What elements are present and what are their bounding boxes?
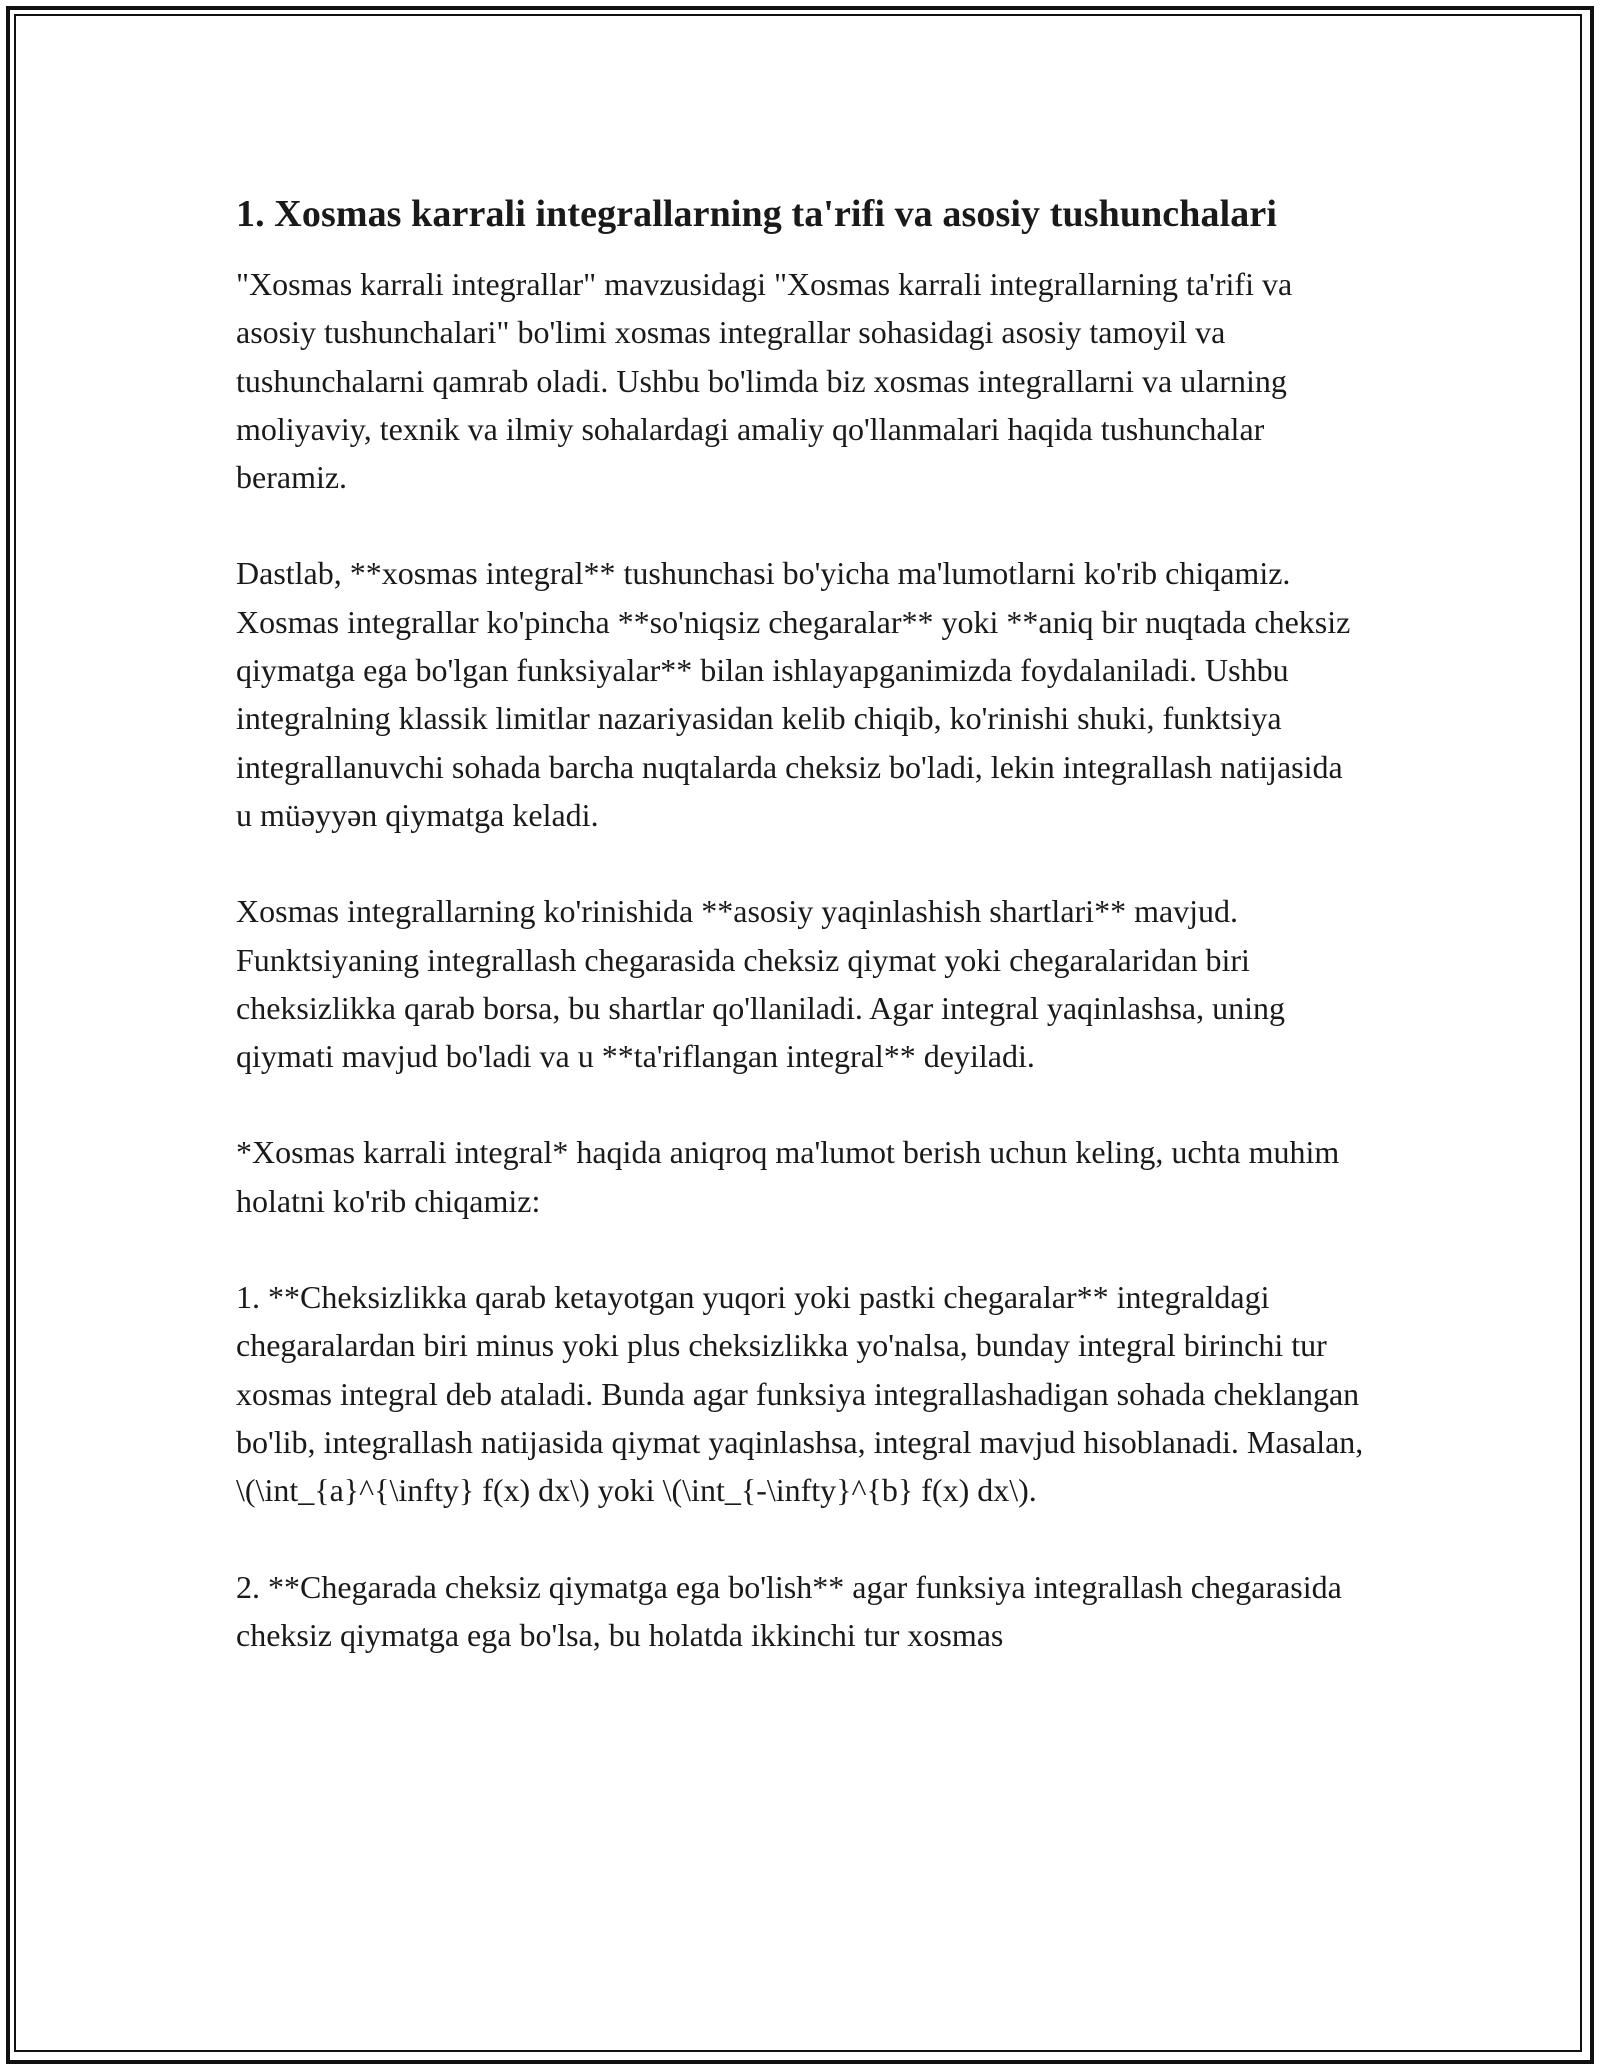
paragraph-intro: "Xosmas karrali integrallar" mavzusidagi "Xosmas karrali integrallarning ta'rifi va asosiy tushunchalari" bo'limi xosmas integrallar sohasidagi asosiy tamoyil va tushunchalarni qamrab oladi. Ushbu bo'limda biz xosmas integrallarni va ularning moliyaviy, texnik va ilmiy sohalardagi amaliy qo'llanmalari haqida tushunchalar beramiz. xyxy=(236,266,1293,496)
list-item-case-2: 2. **Chegarada cheksiz qiymatga ega bo'lish** agar funksiya integrallash chegarasida cheksiz qiymatga ega bo'lsa, bu holatda ikkinchi tur xosmas xyxy=(236,1568,1342,1653)
paragraph-definition: Dastlab, **xosmas integral** tushunchasi bo'yicha ma'lumotlarni ko'rib chiqamiz. Xosmas integrallar ko'pincha **so'niqsiz chegaralar** yoki **aniq bir nuqtada cheksiz qiymatga ega bo'lgan funksiyalar** bilan ishlayapganimizda foydalaniladi. Ushbu integralning klassik limitlar nazariyasidan kelib chiqib, ko'rinishi shuki, funktsiya integrallanuvchi sohada barcha nuqtalarda cheksiz bo'ladi, lekin integrallash natijasida u müəyyən qiymatga keladi. xyxy=(236,555,1351,833)
paragraph-convergence: Xosmas integrallarning ko'rinishida **asosiy yaqinlashish shartlari** mavjud. Funktsiyaning integrallash chegarasida cheksiz qiymat yoki chegaralaridan biri cheksizlikka qarab borsa, bu shartlar qo'llaniladi. Agar integral yaqinlashsa, uning qiymati mavjud bo'ladi va u **ta'riflangan integral** deyiladi. xyxy=(236,893,1286,1075)
document-body xyxy=(236,186,1366,1707)
list-item-case-1: 1. **Cheksizlikka qarab ketayotgan yuqori yoki pastki chegaralar** integraldagi chegaralardan biri minus yoki plus cheksizlikka yo'nalsa, bunday integral birinchi tur xosmas integral deb ataladi. Bunda agar funksiya integrallashadigan sohada cheklangan bo'lib, integrallash natijasida qiymat yaqinlashsa, integral mavjud hisoblanadi. Masalan, \(\int_{a}^{\infty} f(x) dx\) yoki \(\int_{-\infty}^{b} f(x) dx\). xyxy=(236,1279,1364,1509)
section-heading: 1. Xosmas karrali integrallarning ta'rifi va asosiy tushunchalari xyxy=(236,193,1277,235)
paragraph-cases-intro: *Xosmas karrali integral* haqida aniqroq ma'lumot berish uchun keling, uchta muhim holatni ko'rib chiqamiz: xyxy=(236,1134,1340,1219)
